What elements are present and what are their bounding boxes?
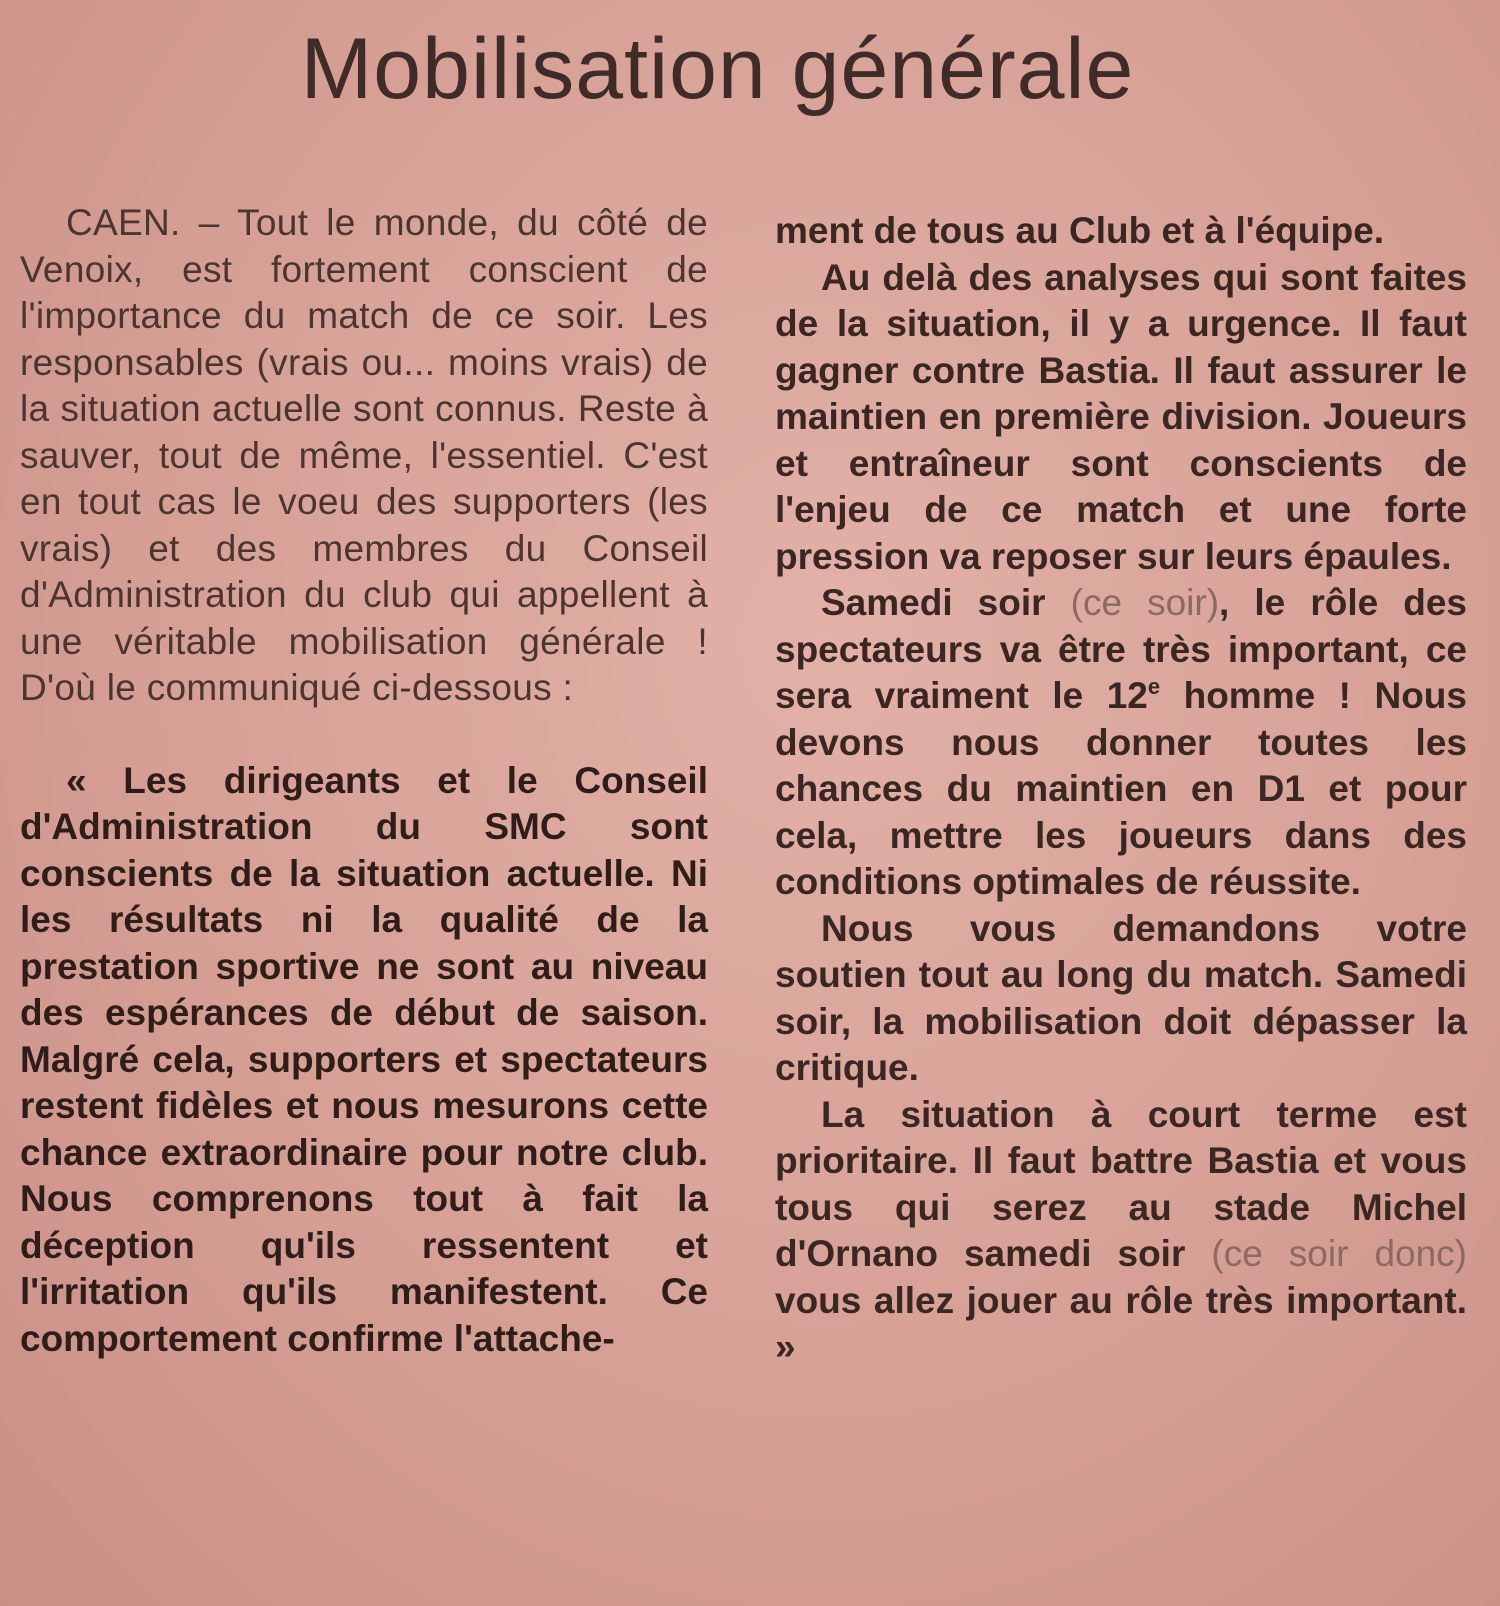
communique-paragraph-4: Nous vous demandons votre soutien tout au long du match. Samedi soir, la mobilisation doit dépasser la critique. [775,907,1467,1088]
article-headline: Mobilisation générale [300,21,1135,117]
communique-3-lead: Samedi soir [821,582,1046,623]
communique-3-aside: (ce soir) [1070,582,1220,623]
communique-3-end: homme ! Nous devons nous donner toutes les chances du maintien en D1 et pour cela, mettre les joueurs dans des conditions optimales de réussite. [775,675,1467,902]
communique-3-body: , le rôle des spectateurs va être très important, ce sera vraiment le 12 [775,582,1468,716]
communique-paragraph-3 [775,580,1467,906]
article-column-right [775,208,1467,1371]
article-column-left [20,200,708,1362]
communique-paragraph-1-continued: ment de tous au Club et à l'équipe. [775,210,1385,251]
communique-5-aside: (ce soir donc) [1211,1233,1467,1274]
communique-5-end: vous allez jouer au rôle très important. » [775,1279,1467,1367]
ordinal-suffix: e [1147,674,1161,699]
communique-paragraph-5 [775,1092,1467,1371]
communique-5-body: La situation à court terme est prioritaire. Il faut battre Bastia et vous tous qui serez au stade Michel d'Ornano samedi soir [775,1093,1467,1274]
communique-paragraph-2: Au delà des analyses qui sont faites de la situation, il y a urgence. Il faut gagner contre Bastia. Il faut assurer le maintien en première division. Joueurs et entraîneur sont conscients de l'enjeu de ce match et une forte pression va reposer sur leurs épaules. [775,256,1467,577]
communique-paragraph-1: « Les dirigeants et le Conseil d'Administration du SMC sont conscients de la situation actuelle. Ni les résultats ni la qualité de la prestation sportive ne sont au niveau des espérances de début de saison. Malgré cela, supporters et spectateurs restent fidèles et nous mesurons cette chance extraordinaire pour notre club. Nous comprenons tout à fait la déception qu'ils ressentent et l'irritation qu'ils manifestent. Ce comportement confirme l'attache- [20,759,708,1359]
article-intro-paragraph: CAEN. – Tout le monde, du côté de Venoix, est fortement conscient de l'importance du match de ce soir. Les responsables (vrais ou... moins vrais) de la situation actuelle sont connus. Reste à sauver, tout de même, l'essentiel. C'est en tout cas le voeu des supporters (les vrais) et des membres du Conseil d'Administration du club qui appellent à une véritable mobilisation générale ! D'où le communiqué ci-dessous : [20,202,708,708]
